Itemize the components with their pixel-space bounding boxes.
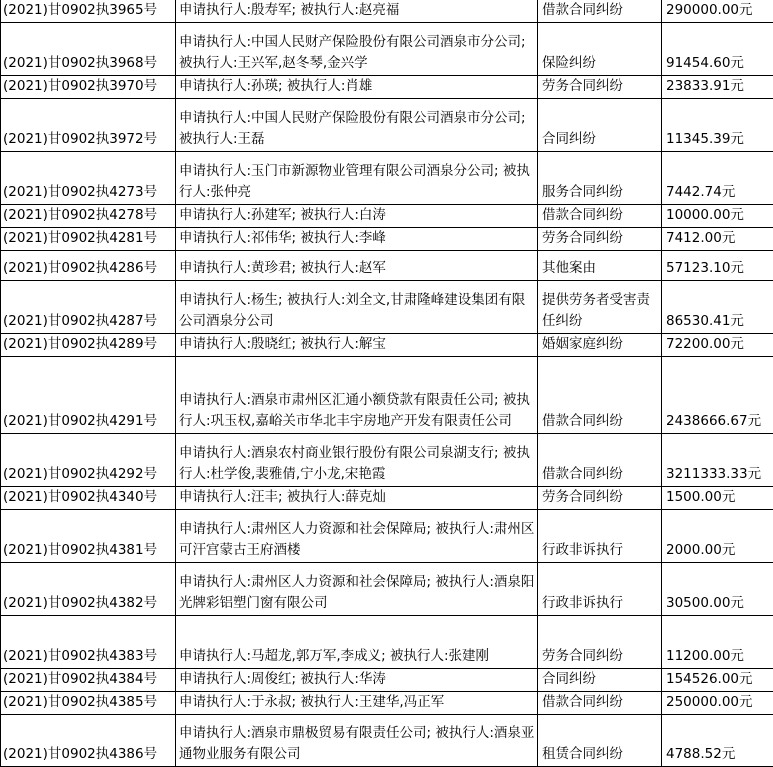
table-row [1,563,773,616]
case-cause-cell: 行政非诉执行 [538,510,662,563]
amount-cell: 250000.00元 [662,692,773,715]
parties-cell: 申请执行人:肃州区人力资源和社会保障局; 被执行人:肃州区可汗宫蒙古王府酒楼 [176,510,538,563]
table-row [1,76,773,99]
amount-cell: 11200.00元 [662,616,773,669]
parties-cell: 申请执行人:殷寿军; 被执行人:赵亮福 [176,0,538,23]
case-number-cell: (2021)甘0902执4386号 [1,715,176,767]
amount-cell: 72200.00元 [662,334,773,357]
table-row [1,0,773,23]
parties-cell: 申请执行人:孙瑛; 被执行人:肖雄 [176,76,538,99]
case-cause-cell: 借款合同纠纷 [538,205,662,228]
case-number-cell: (2021)甘0902执4385号 [1,692,176,715]
table-row [1,281,773,334]
parties-cell: 申请执行人:酒泉农村商业银行股份有限公司泉湖支行; 被执行人:杜学俊,裴雅倩,宁小龙,宋艳霞 [176,434,538,487]
case-number-cell: (2021)甘0902执3965号 [1,0,176,23]
case-cause-cell: 婚姻家庭纠纷 [538,334,662,357]
amount-cell: 57123.10元 [662,251,773,281]
parties-cell: 申请执行人:于永叔; 被执行人:王建华,冯正军 [176,692,538,715]
parties-cell: 申请执行人:酒泉市鼎极贸易有限责任公司; 被执行人:酒泉亚通物业服务有限公司 [176,715,538,767]
case-cause-cell: 租赁合同纠纷 [538,715,662,767]
table-row [1,334,773,357]
parties-cell: 申请执行人:马超龙,郭万军,李成义; 被执行人:张建刚 [176,616,538,669]
table-row [1,152,773,205]
case-cause-cell: 劳务合同纠纷 [538,228,662,251]
case-number-cell: (2021)甘0902执4287号 [1,281,176,334]
case-number-cell: (2021)甘0902执4292号 [1,434,176,487]
amount-cell: 11345.39元 [662,99,773,152]
parties-cell: 申请执行人:汪丰; 被执行人:薛克灿 [176,487,538,510]
parties-cell: 申请执行人:祁伟华; 被执行人:李峰 [176,228,538,251]
case-number-cell: (2021)甘0902执4291号 [1,357,176,434]
case-cause-cell: 其他案由 [538,251,662,281]
parties-cell: 申请执行人:孙建军; 被执行人:白涛 [176,205,538,228]
case-cause-cell: 提供劳务者受害责任纠纷 [538,281,662,334]
case-cause-cell: 劳务合同纠纷 [538,487,662,510]
case-number-cell: (2021)甘0902执3972号 [1,99,176,152]
amount-cell: 86530.41元 [662,281,773,334]
case-number-cell: (2021)甘0902执4289号 [1,334,176,357]
case-cause-cell: 行政非诉执行 [538,563,662,616]
parties-cell: 申请执行人:杨生; 被执行人:刘全文,甘肃隆峰建设集团有限公司酒泉分公司 [176,281,538,334]
case-cause-cell: 合同纠纷 [538,99,662,152]
case-number-cell: (2021)甘0902执4273号 [1,152,176,205]
parties-cell: 申请执行人:肃州区人力资源和社会保障局; 被执行人:酒泉阳光牌彩铝塑门窗有限公司 [176,563,538,616]
case-cause-cell: 借款合同纠纷 [538,692,662,715]
amount-cell: 4788.52元 [662,715,773,767]
case-cause-cell: 合同纠纷 [538,669,662,692]
case-number-cell: (2021)甘0902执3968号 [1,23,176,76]
amount-cell: 23833.91元 [662,76,773,99]
amount-cell: 290000.00元 [662,0,773,23]
parties-cell: 申请执行人:黄珍君; 被执行人:赵军 [176,251,538,281]
table-row [1,251,773,281]
amount-cell: 91454.60元 [662,23,773,76]
table-row [1,692,773,715]
case-cause-cell: 借款合同纠纷 [538,357,662,434]
table-row [1,357,773,434]
table-row [1,510,773,563]
table-row [1,434,773,487]
case-number-cell: (2021)甘0902执4381号 [1,510,176,563]
case-table-body [1,0,773,767]
table-row [1,616,773,669]
case-cause-cell: 借款合同纠纷 [538,434,662,487]
case-cause-cell: 劳务合同纠纷 [538,616,662,669]
parties-cell: 申请执行人:玉门市新源物业管理有限公司酒泉分公司; 被执行人:张仲亮 [176,152,538,205]
case-cause-cell: 劳务合同纠纷 [538,76,662,99]
amount-cell: 1500.00元 [662,487,773,510]
amount-cell: 10000.00元 [662,205,773,228]
case-number-cell: (2021)甘0902执4340号 [1,487,176,510]
table-row [1,205,773,228]
parties-cell: 申请执行人:周俊红; 被执行人:华涛 [176,669,538,692]
case-number-cell: (2021)甘0902执3970号 [1,76,176,99]
table-row [1,715,773,767]
amount-cell: 2438666.67元 [662,357,773,434]
amount-cell: 7412.00元 [662,228,773,251]
table-row [1,23,773,76]
case-number-cell: (2021)甘0902执4383号 [1,616,176,669]
amount-cell: 2000.00元 [662,510,773,563]
case-cause-cell: 服务合同纠纷 [538,152,662,205]
table-row [1,487,773,510]
table-row [1,99,773,152]
table-row [1,228,773,251]
case-number-cell: (2021)甘0902执4384号 [1,669,176,692]
case-number-cell: (2021)甘0902执4286号 [1,251,176,281]
case-cause-cell: 借款合同纠纷 [538,0,662,23]
amount-cell: 154526.00元 [662,669,773,692]
parties-cell: 申请执行人:中国人民财产保险股份有限公司酒泉市分公司; 被执行人:王磊 [176,99,538,152]
parties-cell: 申请执行人:殷晓红; 被执行人:解宝 [176,334,538,357]
parties-cell: 申请执行人:中国人民财产保险股份有限公司酒泉市分公司; 被执行人:王兴军,赵冬琴,金兴学 [176,23,538,76]
amount-cell: 3211333.33元 [662,434,773,487]
case-number-cell: (2021)甘0902执4278号 [1,205,176,228]
case-number-cell: (2021)甘0902执4281号 [1,228,176,251]
amount-cell: 30500.00元 [662,563,773,616]
case-cause-cell: 保险纠纷 [538,23,662,76]
case-number-cell: (2021)甘0902执4382号 [1,563,176,616]
parties-cell: 申请执行人:酒泉市肃州区汇通小额贷款有限责任公司; 被执行人:巩玉权,嘉峪关市华北丰宇房地产开发有限责任公司 [176,357,538,434]
table-row [1,669,773,692]
amount-cell: 7442.74元 [662,152,773,205]
